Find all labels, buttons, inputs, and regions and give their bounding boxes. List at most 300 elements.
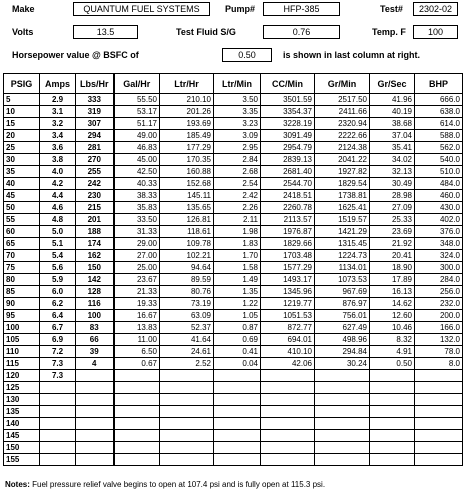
cell-lbs-hr: 230 [76,190,114,202]
cell-gal-hr: 51.17 [114,118,160,130]
cell-amps: 7.3 [40,358,76,370]
cell-bhp: 232.0 [415,298,463,310]
table-row [4,202,463,214]
table-row [4,190,463,202]
cell-gr-sec: 16.13 [370,286,415,298]
cell-lbs-hr: 128 [76,286,114,298]
table-row [4,178,463,190]
cell-lbs-hr: 319 [76,106,114,118]
cell-gal-hr [114,382,160,394]
cell-ltr-hr: 210.10 [160,94,214,106]
cell-gal-hr: 40.33 [114,178,160,190]
table-row [4,298,463,310]
cell-psig: 100 [4,322,40,334]
cell-bhp: 460.0 [415,190,463,202]
cell-ltr-min: 2.95 [214,142,261,154]
cell-amps: 3.2 [40,118,76,130]
cell-bhp [415,382,463,394]
cell-bhp: 402.0 [415,214,463,226]
cell-lbs-hr: 150 [76,262,114,274]
table-row [4,370,463,382]
table-row [4,166,463,178]
cell-gr-sec: 28.98 [370,190,415,202]
cell-gal-hr [114,370,160,382]
cell-cc-min [261,430,315,442]
cell-cc-min: 1976.87 [261,226,315,238]
cell-cc-min: 2839.13 [261,154,315,166]
cell-cc-min [261,454,315,466]
cell-psig: 15 [4,118,40,130]
cell-cc-min: 872.77 [261,322,315,334]
cell-ltr-min: 0.87 [214,322,261,334]
cell-psig: 55 [4,214,40,226]
cell-gr-sec: 20.41 [370,250,415,262]
cell-gr-min: 2124.38 [315,142,370,154]
cell-gr-sec [370,382,415,394]
notes-label: Notes: [5,480,30,489]
cell-ltr-min: 3.35 [214,106,261,118]
cell-ltr-min: 0.04 [214,358,261,370]
cell-amps: 6.9 [40,334,76,346]
cell-bhp: 300.0 [415,262,463,274]
cell-amps [40,406,76,418]
cell-ltr-hr: 152.68 [160,178,214,190]
cell-amps: 5.4 [40,250,76,262]
cell-psig: 140 [4,418,40,430]
cell-ltr-min: 3.23 [214,118,261,130]
cell-lbs-hr: 201 [76,214,114,226]
cell-amps: 6.7 [40,322,76,334]
cell-gal-hr: 35.83 [114,202,160,214]
cell-cc-min: 1829.66 [261,238,315,250]
cell-lbs-hr: 4 [76,358,114,370]
cell-gal-hr: 27.00 [114,250,160,262]
cell-ltr-min: 1.49 [214,274,261,286]
cell-amps: 5.9 [40,274,76,286]
cell-cc-min [261,382,315,394]
temp-field: 100 [413,25,458,39]
cell-psig: 155 [4,454,40,466]
cell-ltr-min [214,370,261,382]
cell-gr-min: 1829.54 [315,178,370,190]
cell-lbs-hr: 188 [76,226,114,238]
table-row [4,286,463,298]
cell-ltr-hr [160,406,214,418]
cell-cc-min: 1493.17 [261,274,315,286]
cell-bhp: 484.0 [415,178,463,190]
cell-gal-hr: 53.17 [114,106,160,118]
cell-cc-min: 2681.40 [261,166,315,178]
cell-cc-min: 2418.51 [261,190,315,202]
cell-ltr-hr: 145.11 [160,190,214,202]
table-body [4,94,463,466]
cell-gr-sec [370,406,415,418]
cell-gr-sec [370,454,415,466]
cell-cc-min [261,418,315,430]
cell-lbs-hr: 242 [76,178,114,190]
cell-ltr-hr: 94.64 [160,262,214,274]
cell-gr-sec [370,370,415,382]
cell-psig: 90 [4,298,40,310]
flow-data-table [3,73,463,466]
cell-gr-min [315,370,370,382]
table-row [4,94,463,106]
notes [5,480,325,489]
cell-ltr-min: 3.50 [214,94,261,106]
cell-amps [40,382,76,394]
table-row [4,358,463,370]
cell-gr-sec: 18.90 [370,262,415,274]
cell-amps: 3.6 [40,142,76,154]
cell-gal-hr: 55.50 [114,94,160,106]
cell-lbs-hr [76,442,114,454]
bsfc-field: 0.50 [222,48,272,62]
cell-ltr-min [214,418,261,430]
cell-ltr-hr [160,394,214,406]
cell-amps: 6.0 [40,286,76,298]
cell-ltr-hr: 177.29 [160,142,214,154]
cell-bhp [415,454,463,466]
cell-psig: 25 [4,142,40,154]
table-row [4,250,463,262]
cell-bhp: 256.0 [415,286,463,298]
test-fluid-label: Test Fluid S/G [176,27,236,37]
cell-gr-min: 2320.94 [315,118,370,130]
cell-gr-min: 2041.22 [315,154,370,166]
cell-amps [40,454,76,466]
cell-amps: 3.1 [40,106,76,118]
cell-amps: 3.4 [40,130,76,142]
cell-psig: 65 [4,238,40,250]
cell-cc-min: 3501.59 [261,94,315,106]
cell-cc-min: 1051.53 [261,310,315,322]
cell-gr-sec: 30.49 [370,178,415,190]
cell-gr-min: 1519.57 [315,214,370,226]
cell-ltr-hr [160,454,214,466]
cell-gr-min: 294.84 [315,346,370,358]
table-row [4,226,463,238]
make-field: QUANTUM FUEL SYSTEMS [73,2,210,16]
cell-gr-sec: 12.60 [370,310,415,322]
cell-psig: 145 [4,430,40,442]
cell-cc-min: 2954.79 [261,142,315,154]
cell-bhp: 200.0 [415,310,463,322]
cell-lbs-hr: 270 [76,154,114,166]
cell-gr-min: 1738.81 [315,190,370,202]
cell-gal-hr [114,406,160,418]
cell-lbs-hr [76,418,114,430]
cell-amps: 2.9 [40,94,76,106]
cell-ltr-min [214,454,261,466]
cell-cc-min: 42.06 [261,358,315,370]
cell-gal-hr: 45.00 [114,154,160,166]
cell-gal-hr: 42.50 [114,166,160,178]
cell-psig: 75 [4,262,40,274]
cell-psig: 85 [4,286,40,298]
cell-amps: 4.8 [40,214,76,226]
cell-psig: 80 [4,274,40,286]
column-header-gr-min: Gr/Min [315,74,370,94]
cell-lbs-hr [76,454,114,466]
cell-psig: 40 [4,178,40,190]
cell-ltr-hr: 135.65 [160,202,214,214]
table-row [4,106,463,118]
cell-ltr-hr: 52.37 [160,322,214,334]
cell-cc-min: 3091.49 [261,130,315,142]
cell-gr-min: 30.24 [315,358,370,370]
cell-gr-min [315,418,370,430]
cell-gr-sec: 41.96 [370,94,415,106]
cell-gr-min: 2411.66 [315,106,370,118]
table-row [4,418,463,430]
cell-ltr-hr: 160.88 [160,166,214,178]
cell-bhp: 588.0 [415,130,463,142]
table-row [4,130,463,142]
temp-label: Temp. F [372,27,406,37]
cell-gr-min [315,406,370,418]
cell-gr-min [315,394,370,406]
cell-gr-min [315,442,370,454]
cell-gr-sec: 4.91 [370,346,415,358]
cell-ltr-min: 1.35 [214,286,261,298]
cell-psig: 125 [4,382,40,394]
cell-ltr-min: 1.22 [214,298,261,310]
table-row [4,310,463,322]
cell-psig: 115 [4,358,40,370]
table-row [4,238,463,250]
cell-gr-sec: 34.02 [370,154,415,166]
cell-cc-min: 3228.19 [261,118,315,130]
cell-gal-hr: 6.50 [114,346,160,358]
cell-ltr-hr [160,382,214,394]
test-fluid-field: 0.76 [263,25,340,39]
cell-amps [40,394,76,406]
cell-bhp: 132.0 [415,334,463,346]
table-row [4,274,463,286]
test-field: 2302-02 [413,2,458,16]
cell-psig: 95 [4,310,40,322]
cell-gal-hr [114,418,160,430]
cell-amps [40,442,76,454]
cell-ltr-min: 2.26 [214,202,261,214]
cell-ltr-hr: 118.61 [160,226,214,238]
cell-amps: 4.6 [40,202,76,214]
table-row [4,454,463,466]
cell-gr-sec: 25.33 [370,214,415,226]
cell-bhp: 614.0 [415,118,463,130]
cell-ltr-hr: 170.35 [160,154,214,166]
cell-ltr-hr: 185.49 [160,130,214,142]
cell-gr-sec: 21.92 [370,238,415,250]
cell-ltr-hr: 63.09 [160,310,214,322]
table-row [4,118,463,130]
cell-lbs-hr [76,430,114,442]
table-row [4,154,463,166]
column-header-cc-min: CC/Min [261,74,315,94]
cell-gr-sec: 40.19 [370,106,415,118]
cell-amps: 5.6 [40,262,76,274]
cell-lbs-hr: 255 [76,166,114,178]
cell-gr-min: 876.97 [315,298,370,310]
cell-gr-min: 756.01 [315,310,370,322]
cell-lbs-hr: 66 [76,334,114,346]
cell-ltr-min: 1.83 [214,238,261,250]
cell-gr-sec: 32.13 [370,166,415,178]
table-row [4,406,463,418]
cell-amps: 3.8 [40,154,76,166]
table-row [4,442,463,454]
cell-cc-min: 410.10 [261,346,315,358]
cell-psig: 5 [4,94,40,106]
cell-gal-hr: 0.67 [114,358,160,370]
column-header-psig: PSIG [4,74,40,94]
cell-psig: 135 [4,406,40,418]
cell-ltr-min: 1.70 [214,250,261,262]
cell-gr-sec: 38.68 [370,118,415,130]
cell-ltr-min: 2.11 [214,214,261,226]
cell-bhp [415,370,463,382]
cell-lbs-hr: 162 [76,250,114,262]
cell-lbs-hr: 83 [76,322,114,334]
cell-bhp: 562.0 [415,142,463,154]
cell-lbs-hr: 174 [76,238,114,250]
table-row [4,334,463,346]
cell-gr-sec: 10.46 [370,322,415,334]
cell-ltr-min: 2.42 [214,190,261,202]
cell-psig: 70 [4,250,40,262]
column-header-gr-sec: Gr/Sec [370,74,415,94]
cell-cc-min: 2544.70 [261,178,315,190]
cell-ltr-min: 1.05 [214,310,261,322]
volts-label: Volts [12,27,34,37]
cell-ltr-hr: 201.26 [160,106,214,118]
cell-cc-min: 694.01 [261,334,315,346]
make-label: Make [12,4,35,14]
cell-bhp [415,418,463,430]
column-header-ltr-min: Ltr/Min [214,74,261,94]
cell-ltr-hr: 73.19 [160,298,214,310]
cell-ltr-min: 1.98 [214,226,261,238]
table-row [4,430,463,442]
cell-cc-min: 3354.37 [261,106,315,118]
cell-gal-hr: 31.33 [114,226,160,238]
cell-gr-min: 498.96 [315,334,370,346]
cell-psig: 20 [4,130,40,142]
cell-psig: 45 [4,190,40,202]
cell-ltr-hr [160,430,214,442]
cell-bhp: 348.0 [415,238,463,250]
cell-amps: 4.2 [40,178,76,190]
cell-gal-hr: 25.00 [114,262,160,274]
cell-amps: 6.2 [40,298,76,310]
table-row [4,214,463,226]
cell-gr-sec: 27.09 [370,202,415,214]
cell-gr-sec: 17.89 [370,274,415,286]
cell-gal-hr: 19.33 [114,298,160,310]
cell-bhp: 638.0 [415,106,463,118]
cell-psig: 120 [4,370,40,382]
cell-ltr-hr [160,442,214,454]
cell-gr-min: 967.69 [315,286,370,298]
cell-gal-hr: 49.00 [114,130,160,142]
notes-text: Fuel pressure relief valve begins to open at 107.4 psi and is fully open at 115.3 psi. [32,480,326,489]
cell-lbs-hr: 39 [76,346,114,358]
cell-cc-min: 2260.78 [261,202,315,214]
cell-amps: 5.1 [40,238,76,250]
cell-cc-min: 1219.77 [261,298,315,310]
cell-gal-hr: 16.67 [114,310,160,322]
cell-gr-sec: 8.32 [370,334,415,346]
cell-bhp: 540.0 [415,154,463,166]
cell-amps: 7.2 [40,346,76,358]
cell-ltr-hr: 2.52 [160,358,214,370]
cell-bhp [415,442,463,454]
cell-gr-min: 627.49 [315,322,370,334]
pump-label: Pump# [225,4,256,14]
column-header-gal-hr: Gal/Hr [114,74,160,94]
cell-gr-sec: 23.69 [370,226,415,238]
volts-field: 13.5 [73,25,138,39]
cell-amps: 4.4 [40,190,76,202]
cell-cc-min [261,406,315,418]
cell-gr-sec: 0.50 [370,358,415,370]
test-label: Test# [380,4,403,14]
cell-psig: 130 [4,394,40,406]
cell-gr-min: 1421.29 [315,226,370,238]
column-header-ltr-hr: Ltr/Hr [160,74,214,94]
cell-gal-hr [114,430,160,442]
cell-lbs-hr [76,406,114,418]
cell-amps: 7.3 [40,370,76,382]
cell-ltr-min: 2.84 [214,154,261,166]
cell-ltr-hr [160,370,214,382]
cell-amps: 4.0 [40,166,76,178]
cell-bhp: 8.0 [415,358,463,370]
cell-gal-hr: 33.50 [114,214,160,226]
cell-psig: 10 [4,106,40,118]
cell-lbs-hr: 333 [76,94,114,106]
cell-amps: 6.4 [40,310,76,322]
cell-gr-min [315,430,370,442]
cell-gal-hr: 46.83 [114,142,160,154]
cell-psig: 60 [4,226,40,238]
cell-gr-min [315,382,370,394]
horsepower-suffix: is shown in last column at right. [283,50,421,60]
cell-gr-min [315,454,370,466]
cell-gal-hr: 38.33 [114,190,160,202]
cell-gal-hr: 13.83 [114,322,160,334]
cell-gal-hr [114,394,160,406]
cell-cc-min: 1703.48 [261,250,315,262]
cell-gr-sec: 14.62 [370,298,415,310]
table-row [4,382,463,394]
table-row [4,262,463,274]
cell-ltr-hr: 41.64 [160,334,214,346]
cell-lbs-hr [76,382,114,394]
column-header-lbs-hr: Lbs/Hr [76,74,114,94]
cell-lbs-hr: 215 [76,202,114,214]
cell-ltr-min [214,430,261,442]
cell-gr-sec: 37.04 [370,130,415,142]
cell-psig: 30 [4,154,40,166]
cell-ltr-hr: 126.81 [160,214,214,226]
cell-ltr-min: 1.58 [214,262,261,274]
cell-bhp: 376.0 [415,226,463,238]
cell-ltr-min: 0.41 [214,346,261,358]
cell-gr-sec [370,442,415,454]
cell-lbs-hr: 307 [76,118,114,130]
cell-gal-hr: 21.33 [114,286,160,298]
